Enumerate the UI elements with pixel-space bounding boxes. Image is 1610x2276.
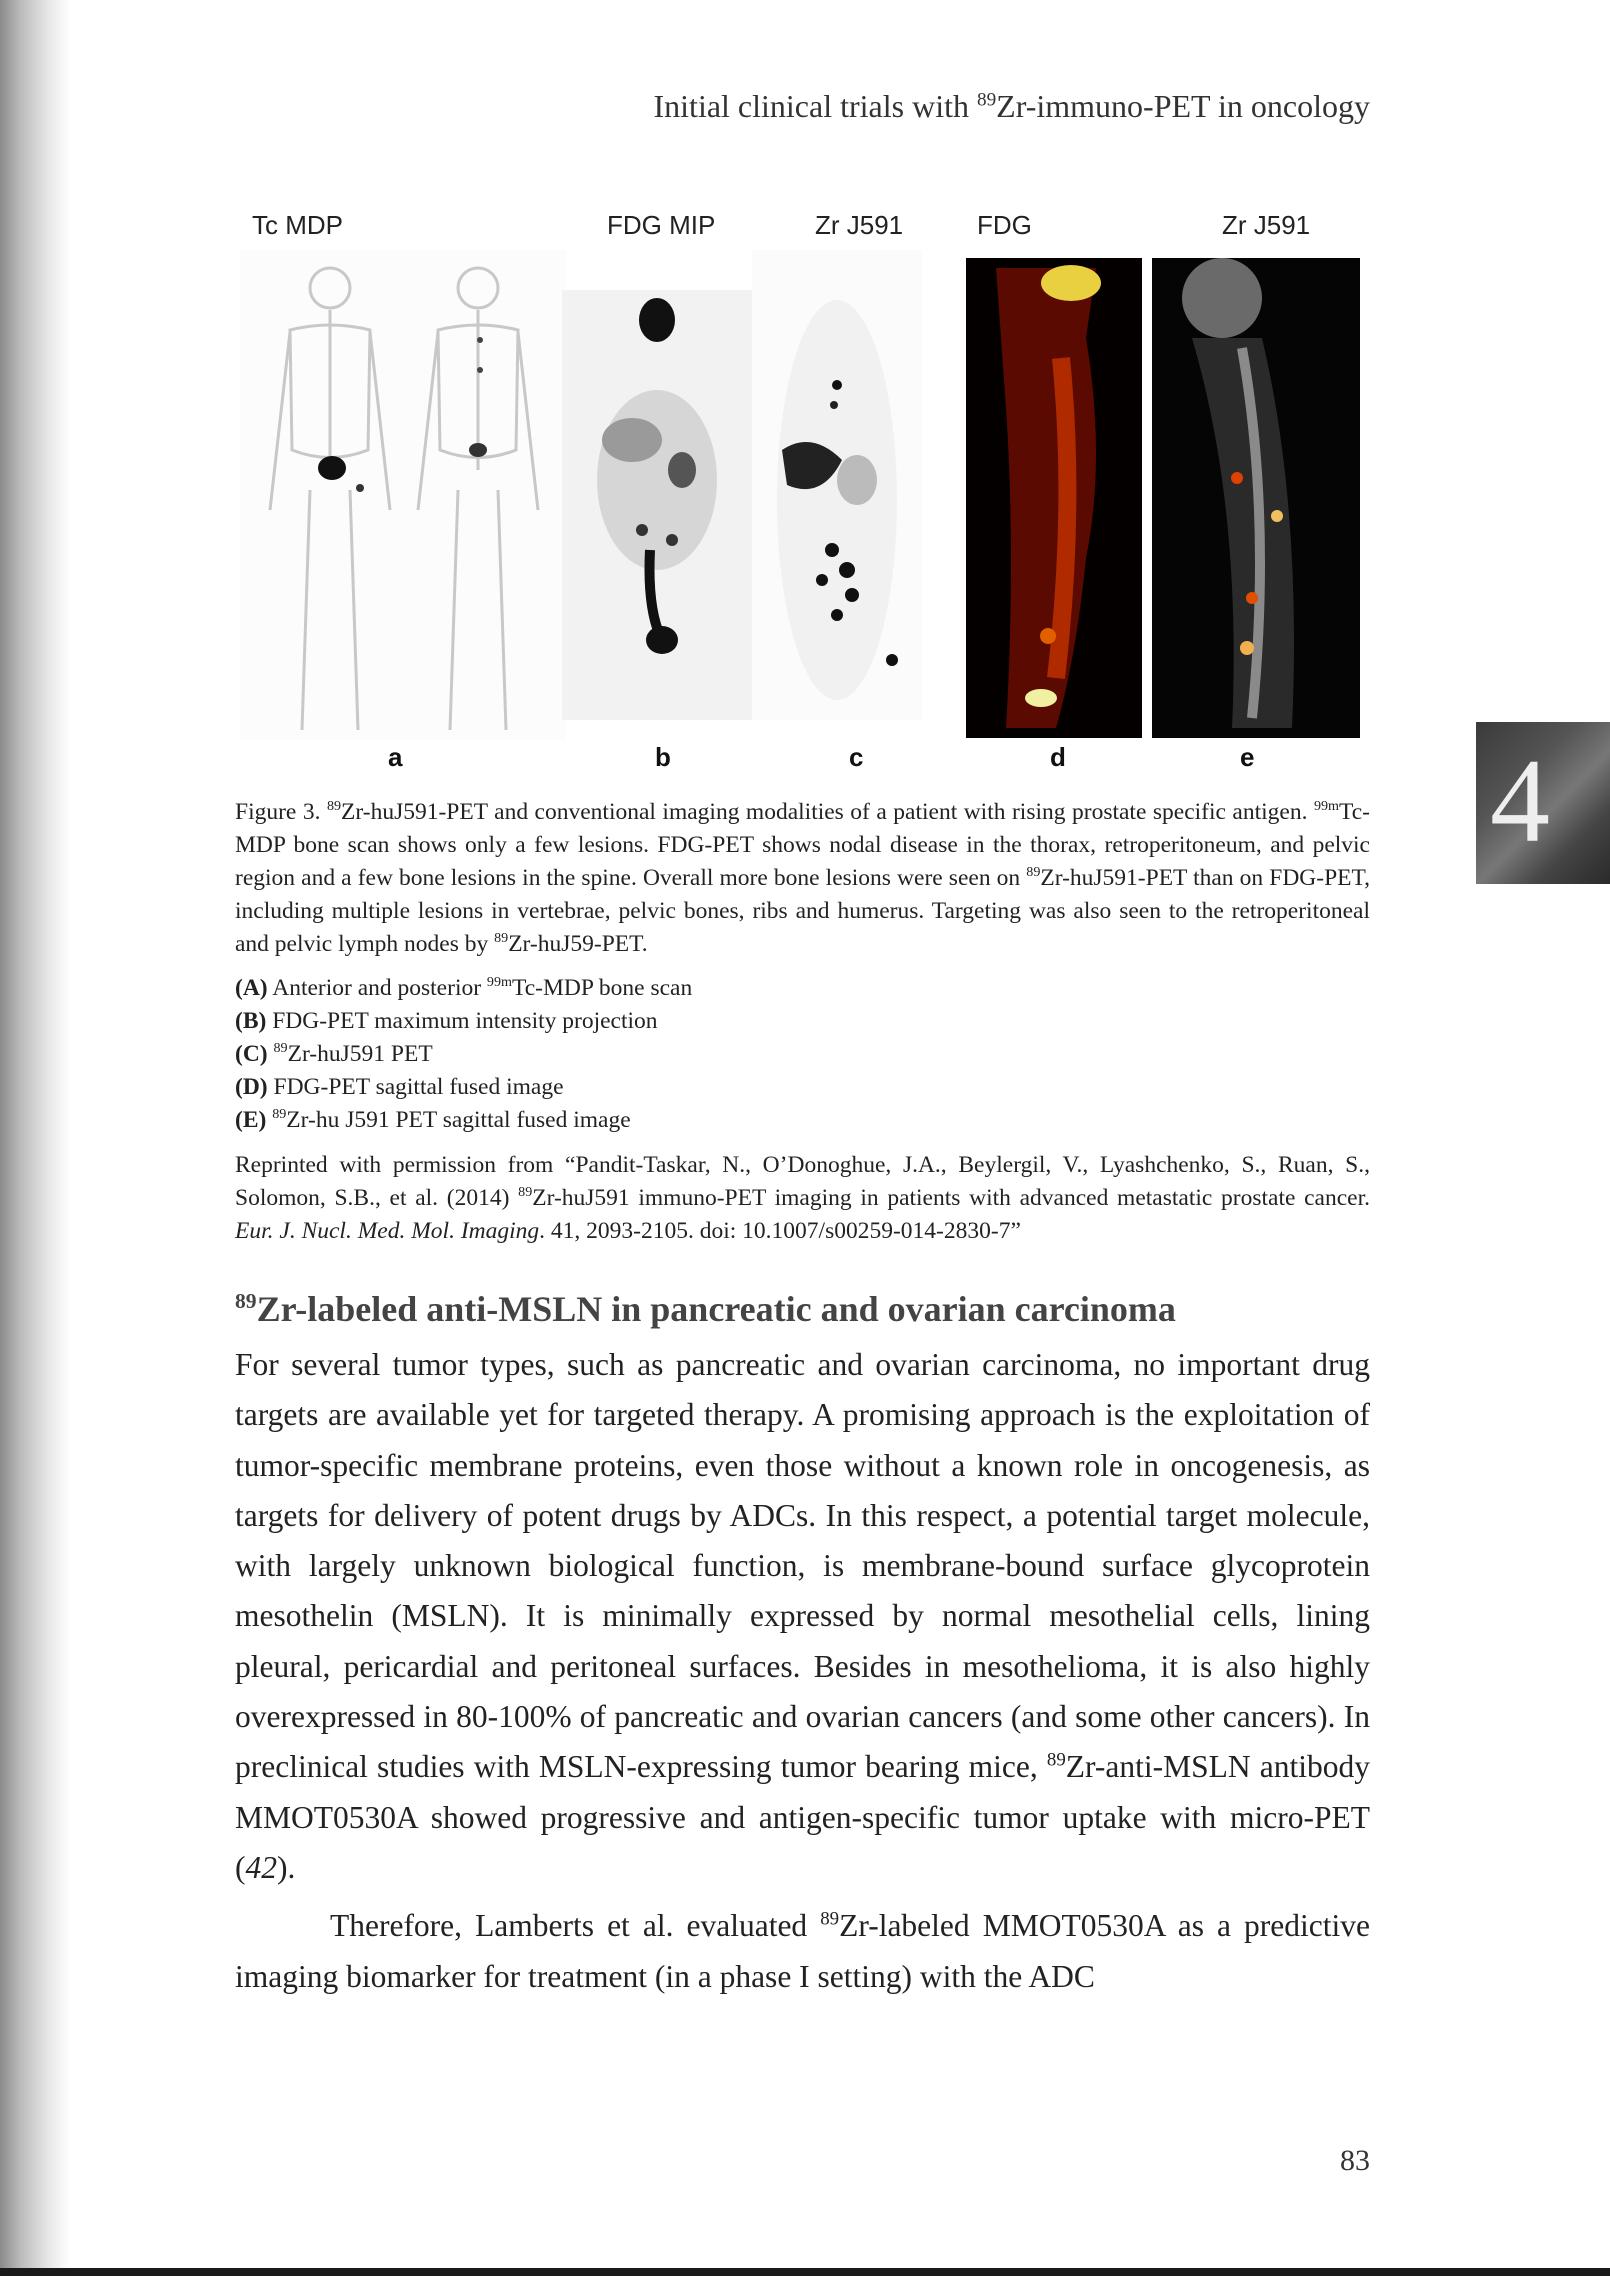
legend-item-e: (E) $^{89}$Zr-hu J591 PET sagittal fused image <box>235 1106 631 1133</box>
body-text <box>235 1340 1370 2002</box>
panel-a-bone-scan-image <box>240 250 566 740</box>
running-head: Initial clinical trials with $^{89}$Zr-immuno-PET in oncology <box>653 88 1370 124</box>
panel-b-fdg-mip-image <box>562 290 752 720</box>
section-heading: $^{89}$Zr-labeled anti-MSLN in pancreatic and ovarian carcinoma <box>235 1289 1176 1329</box>
legend-item-a: (A) Anterior and posterior $^{99m}$Tc-MDP bone scan <box>235 974 693 1001</box>
figure-3 <box>232 210 1372 780</box>
panel-title-zr-j591: Zr J591 <box>815 210 904 240</box>
page-number: 83 <box>1340 2144 1370 2177</box>
chapter-tab: 4 <box>1476 722 1610 884</box>
legend-item-c: (C) $^{89}$Zr-huJ591 PET <box>235 1040 433 1067</box>
panel-letter-d: d <box>1050 742 1066 772</box>
panel-letter-c: c <box>849 742 864 772</box>
paragraph-2: Therefore, Lamberts et al. evaluated $^{89}$Zr-labeled MMOT0530A as a predictive imaging biomarker for treatment (in a phase I setting) with the ADC <box>235 1908 1370 1994</box>
panel-title-fdg: FDG <box>977 210 1032 240</box>
panel-title-tc-mdp: Tc MDP <box>252 210 343 240</box>
panel-letter-a: a <box>388 742 403 772</box>
panel-letter-b: b <box>655 742 671 772</box>
figure-caption: Figure 3. $^{89}$Zr-huJ591-PET and conventional imaging modalities of a patient with rising prostate specific antigen. $^{99m}$Tc-MDP bone scan shows only a few lesions. FDG-PET shows nodal disease in the thorax, retroperitoneum, and pelvic region and a few bone lesions in the spine. Overall more bone lesions were seen on $^{89}$Zr-huJ591-PET than on FDG-PET, including multiple lesions in vertebrae, pelvic bones, ribs and humerus. Targeting was also seen to the retroperitoneal and pelvic lymph nodes by $^{89}$Zr-huJ59-PET. <box>235 798 1370 957</box>
figure-legend-list <box>235 972 692 1137</box>
reprint-notice: Reprinted with permission from “Pandit-Taskar, N., O’Donoghue, J.A., Beylergil, V., Lyashchenko, S., Ruan, S., Solomon, S.B., et al. (2014) $^{89}$Zr-huJ591 immuno-PET imaging in patients with advanced metastatic prostate cancer. Eur. J. Nucl. Med. Mol. Imaging. 41, 2093-2105. doi: 10.1007/s00259-014-2830-7” <box>235 1152 1370 1244</box>
book-spine-shadow <box>0 0 70 2276</box>
panel-c-zr-j591-image <box>752 250 922 720</box>
legend-item-d: (D) FDG-PET sagittal fused image <box>235 1074 564 1100</box>
bottom-edge <box>0 2268 1610 2276</box>
panel-title-fdg-mip: FDG MIP <box>607 210 716 240</box>
legend-item-b: (B) FDG-PET maximum intensity projection <box>235 1008 658 1034</box>
panel-letter-e: e <box>1240 742 1255 772</box>
panel-e-zr-j591-sagittal-image <box>1152 258 1360 738</box>
panel-d-fdg-sagittal-image <box>966 258 1142 738</box>
panel-title-zr-j591-fused: Zr J591 <box>1222 210 1311 240</box>
paragraph-1: For several tumor types, such as pancreatic and ovarian carcinoma, no important drug targets are available yet for targeted therapy. A promising approach is the exploitation of tumor-specific membrane proteins, even those without a known role in oncogenesis, as targets for delivery of potent drugs by ADCs. In this respect, a potential target molecule, with largely unknown biological function, is membrane-bound surface glycoprotein mesothelin (MSLN). It is minimally expressed by normal mesothelial cells, lining pleural, pericardial and peritoneal surfaces. Besides in mesothelioma, it is also highly overexpressed in 80-100% of pancreatic and ovarian cancers (and some other cancers). In preclinical studies with MSLN-expressing tumor bearing mice, $^{89}$Zr-anti-MSLN antibody MMOT0530A showed progressive and antigen-specific tumor uptake with micro-PET (42). <box>235 1347 1370 1885</box>
